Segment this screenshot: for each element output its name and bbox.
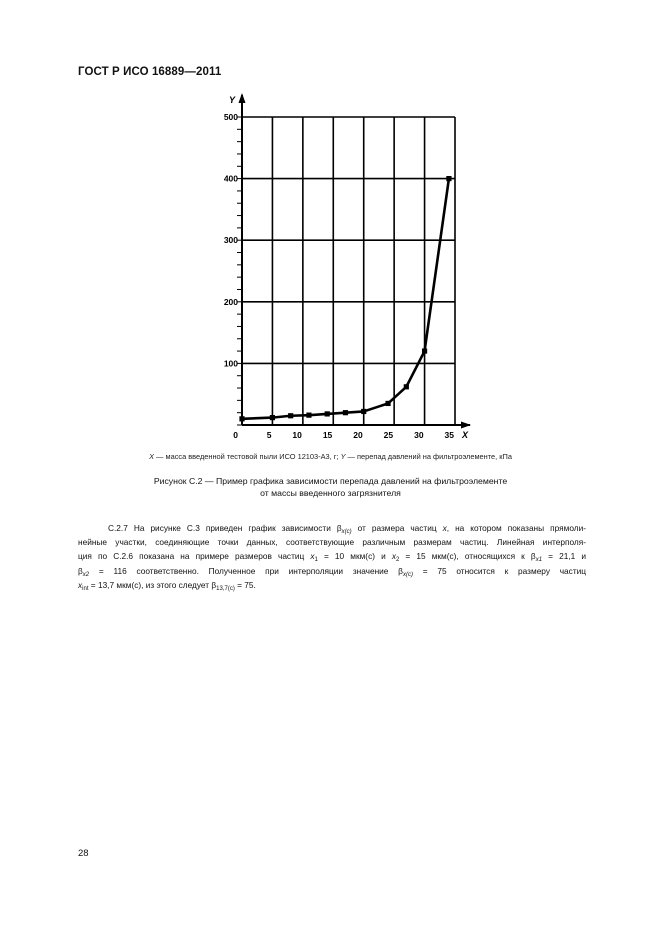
legend-y-text: — перепад давлений на фильтроэлементе, кПа bbox=[345, 452, 512, 461]
body-paragraph bbox=[78, 521, 586, 592]
y-tick-label: 100 bbox=[223, 358, 238, 369]
x-tick-label: 35 bbox=[444, 430, 454, 440]
data-point bbox=[446, 176, 451, 181]
data-point bbox=[422, 348, 427, 353]
y-tick-label: 200 bbox=[223, 296, 238, 307]
y-tick-label: 400 bbox=[223, 173, 238, 184]
data-point bbox=[325, 411, 330, 416]
pressure-drop-chart bbox=[0, 0, 661, 450]
paragraph-line-5: $x_{int} = 13,7$ мкм(с), из этого следует $\beta_{13,7(c)} = 75$. bbox=[78, 579, 256, 592]
figure-caption bbox=[0, 475, 661, 499]
page-number: 28 bbox=[78, 848, 89, 859]
x-tick-label: 20 bbox=[353, 430, 363, 440]
x-tick-label: 30 bbox=[414, 430, 424, 440]
document-header: ГОСТ Р ИСО 16889—2011 bbox=[78, 66, 222, 78]
x-axis-arrow bbox=[461, 422, 471, 429]
caption-line-2: от массы введенного загрязнителя bbox=[260, 488, 401, 498]
paragraph-line-1: С.2.7 На рисунке С.3 приведен график зависимости $\beta_{x(c)}$ от размера частиц x, на котором показаны прямоли- bbox=[108, 523, 586, 535]
legend-y-symbol: Y bbox=[340, 452, 346, 461]
data-point bbox=[270, 415, 275, 420]
x-tick-label: 25 bbox=[383, 430, 394, 440]
caption-line-1: Рисунок С.2 — Пример графика зависимости перепада давлений на фильтроэлементе bbox=[153, 476, 508, 486]
data-point bbox=[239, 416, 244, 421]
y-axis-label: Y bbox=[228, 95, 235, 105]
y-tick-label: 300 bbox=[223, 235, 238, 246]
data-point bbox=[306, 413, 311, 418]
paragraph-line-2: нейные участки, соединяющие точки данных, соответствующие различным размерам частиц. Линейная интерполя- bbox=[78, 537, 586, 548]
x-tick-label: 5 bbox=[266, 430, 272, 440]
origin-label: 0 bbox=[233, 430, 238, 440]
paragraph-line-3: ция по С.2.6 показана на примере размеров частиц $x_1 = 10$ мкм(с) и $x_2 = 15$ мкм(с), относящихся к $\beta_{x1} = 21,1$ и bbox=[78, 551, 586, 564]
x-axis-label: X bbox=[462, 430, 469, 440]
data-point bbox=[385, 401, 390, 406]
figure-legend bbox=[0, 452, 661, 461]
y-tick-label: 500 bbox=[223, 112, 238, 122]
legend-x-symbol: X bbox=[149, 452, 154, 461]
data-point bbox=[361, 409, 366, 414]
x-tick-label: 10 bbox=[292, 430, 302, 440]
data-point bbox=[404, 384, 409, 389]
data-point bbox=[288, 413, 293, 418]
y-axis-arrow bbox=[239, 93, 246, 103]
data-point bbox=[343, 410, 348, 415]
legend-x-text: — масса введенной тестовой пыли ИСО 12103-А3, г; bbox=[154, 452, 341, 461]
paragraph-line-4: $\beta_{x2} = 116$ соответственно. Полученное при интерполяции значение $\beta_{x(c)} = 75$ относится к размеру частиц bbox=[78, 565, 587, 578]
x-tick-label: 15 bbox=[322, 430, 333, 440]
